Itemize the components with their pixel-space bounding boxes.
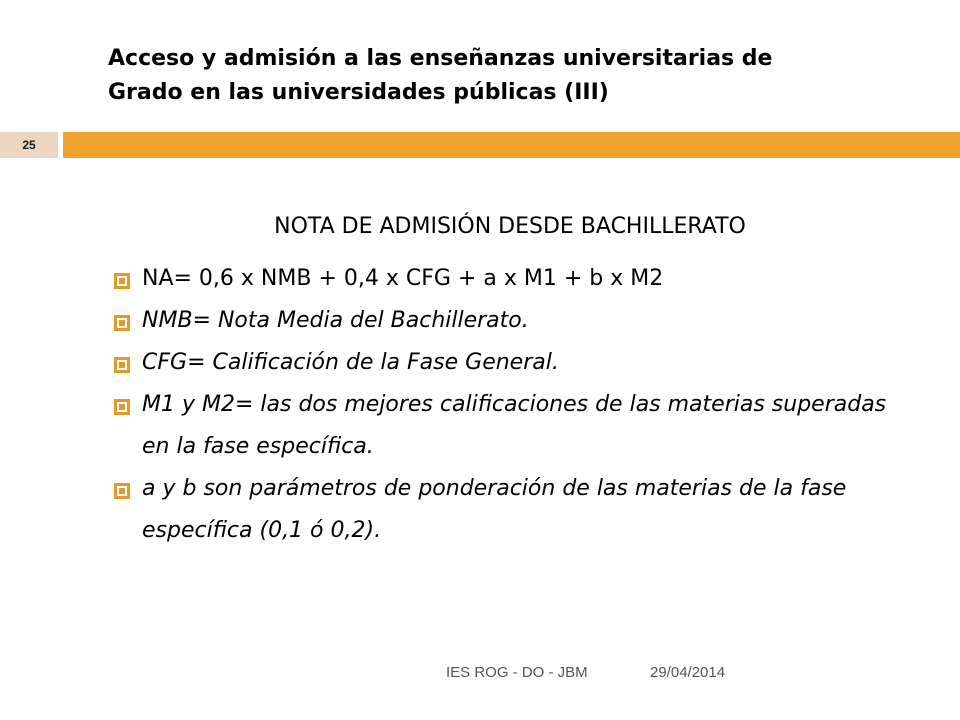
square-bullet-icon (114, 315, 130, 331)
bullet-text: M1 y M2= las dos mejores calificaciones de las materias superadas en la fase específica. (142, 392, 887, 459)
square-bullet-icon (114, 399, 130, 415)
bullet-text: NA= 0,6 x NMB + 0,4 x CFG + a x M1 + b x M2 (142, 266, 664, 291)
accent-bar (63, 132, 960, 158)
square-bullet-icon (114, 273, 130, 289)
footer-author: IES ROG - DO - JBM (446, 664, 588, 681)
square-bullet-icon (114, 357, 130, 373)
bullet-item (110, 468, 910, 552)
square-bullet-icon (114, 483, 130, 499)
footer-date: 29/04/2014 (650, 664, 726, 681)
bullet-text: NMB= Nota Media del Bachillerato. (142, 308, 529, 333)
bullet-item (110, 342, 910, 384)
bullet-text: CFG= Calificación de la Fase General. (142, 350, 559, 375)
slide-title-line-1: Acceso y admisión a las enseñanzas universitarias de (108, 46, 773, 71)
bullet-list (110, 258, 910, 552)
slide-title-line-2: Grado en las universidades públicas (III) (108, 80, 609, 105)
bullet-item (110, 258, 910, 300)
slide-number: 25 (22, 138, 36, 152)
section-heading: NOTA DE ADMISIÓN DESDE BACHILLERATO (274, 214, 746, 239)
bullet-item (110, 300, 910, 342)
bullet-item (110, 384, 910, 468)
slide-title (108, 42, 908, 110)
bullet-text: a y b son parámetros de ponderación de las materias de la fase específica (0,1 ó 0,2). (142, 476, 847, 543)
